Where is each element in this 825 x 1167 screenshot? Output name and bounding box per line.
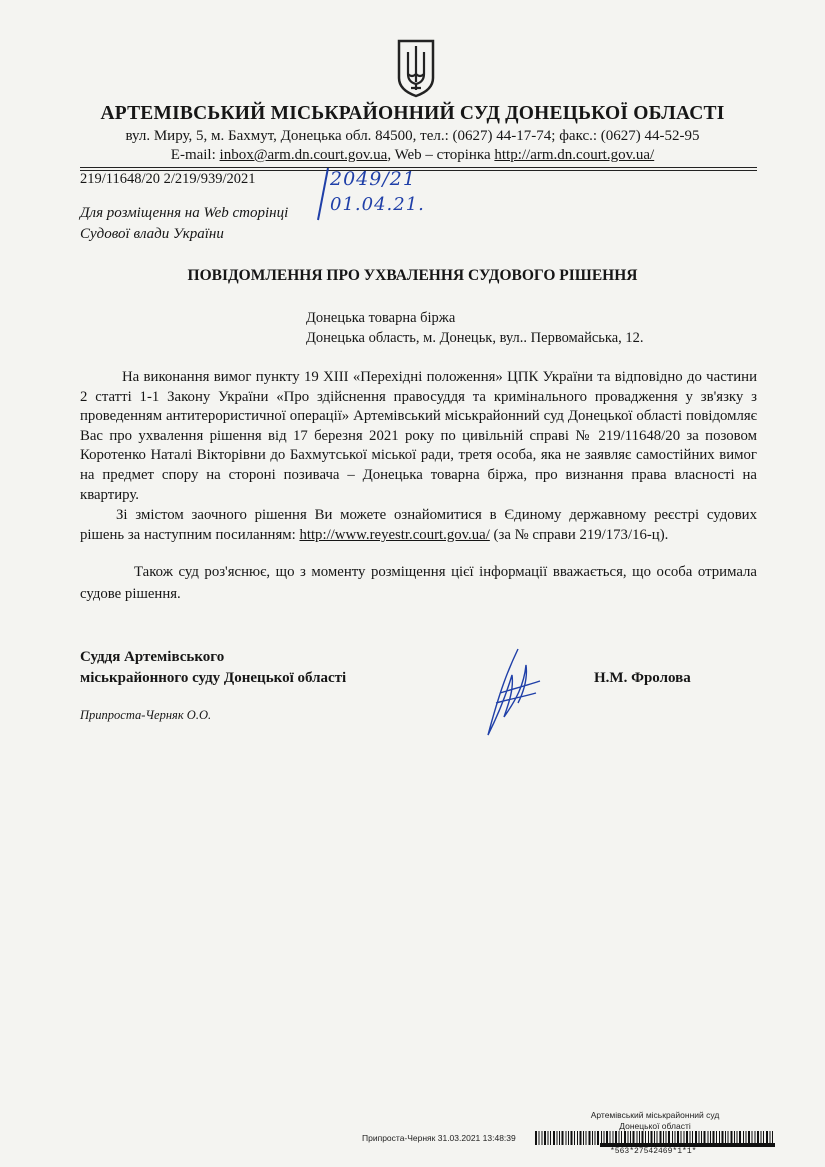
paragraph-1: На виконання вимог пункту 19 XIII «Перехідні положення» ЦПК України та відповідно до частини 2 статті 1-1 Закону України «Про здійснення правосуддя та кримінального провадження у зв'язку з проведенням антитерористичної операції» Артемівський міськрайонний суд Донецької області повідомляє Вас про ухвалення рішення від 17 березня 2021 року по цивільній справі № 219/11648/20 за позовом Коротенко Наталі Вікторівни до Бахмутської міської ради, третя особа, яка не заявляє самостійних вимог на предмет спору на стороні позивача – Донецька товарна біржа, про визнання права власності на квартиру. <box>80 369 757 503</box>
handwritten-registration-date: 01.04.21. <box>330 194 425 215</box>
placement-note-line1: Для розміщення на Web сторінці <box>80 205 289 221</box>
handwritten-registration-number: 2049/21 <box>330 168 416 190</box>
header-divider <box>80 167 757 168</box>
web-label: , Web – сторінка <box>387 147 495 163</box>
web-link[interactable]: http://arm.dn.court.gov.ua/ <box>494 147 655 163</box>
clerk-name: Припроста-Черняк О.О. <box>80 708 212 722</box>
barcode-text: *563*27542469*1*1* <box>610 1147 697 1156</box>
placement-note-line2: Судової влади України <box>80 226 224 242</box>
footer-court-line2: Донецької області <box>619 1121 691 1131</box>
judge-title <box>80 647 346 689</box>
document-title: ПОВІДОМЛЕННЯ ПРО УХВАЛЕННЯ СУДОВОГО РІШЕННЯ <box>187 267 638 284</box>
signature-icon <box>478 645 548 740</box>
email-link[interactable]: inbox@arm.dn.court.gov.ua <box>219 147 388 163</box>
footer-stamp: Припроста-Черняк 31.03.2021 13:48:39 <box>362 1133 516 1143</box>
paragraph-2-start: Зі змістом заочного рішення Ви можете ознайомитися в Єдиному державному реєстрі судових рішень за наступним посиланням: <box>80 507 757 543</box>
footer-court-line1: Артемівський міськрайонний суд <box>590 1110 720 1120</box>
footer-court <box>560 1110 750 1132</box>
notice-body <box>80 368 757 606</box>
judge-title-line1: Суддя Артемівського <box>80 649 225 665</box>
addressee-name: Донецька товарна біржа <box>306 310 456 326</box>
email-label: E-mail: <box>170 147 220 163</box>
registry-link[interactable]: http://www.reyestr.court.gov.ua/ <box>299 526 490 543</box>
coat-of-arms-icon <box>396 38 436 98</box>
paragraph-3: Також суд роз'яснює, що з моменту розміщення цієї інформації вважається, що особа отримала судове рішення. <box>80 564 757 603</box>
paragraph-2 <box>80 506 757 545</box>
judge-title-line2: міськрайонного суду Донецької області <box>80 670 347 686</box>
judge-name: Н.М. Фролова <box>594 670 691 686</box>
court-name: АРТЕМІВСЬКИЙ МІСЬКРАЙОННИЙ СУД ДОНЕЦЬКОЇ ОБЛАСТІ <box>100 103 725 124</box>
case-numbers: 219/11648/20 2/219/939/2021 <box>80 171 256 187</box>
court-contacts <box>0 147 825 164</box>
court-address: вул. Миру, 5, м. Бахмут, Донецька обл. 84500, тел.: (0627) 44-17-74; факс.: (0627) 44-52-95 <box>125 128 700 144</box>
addressee <box>306 308 644 348</box>
paragraph-2-end: (за № справи 219/173/16-ц). <box>489 526 669 543</box>
addressee-address: Донецька область, м. Донецьк, вул.. Первомайська, 12. <box>306 330 644 346</box>
placement-note <box>80 203 288 245</box>
